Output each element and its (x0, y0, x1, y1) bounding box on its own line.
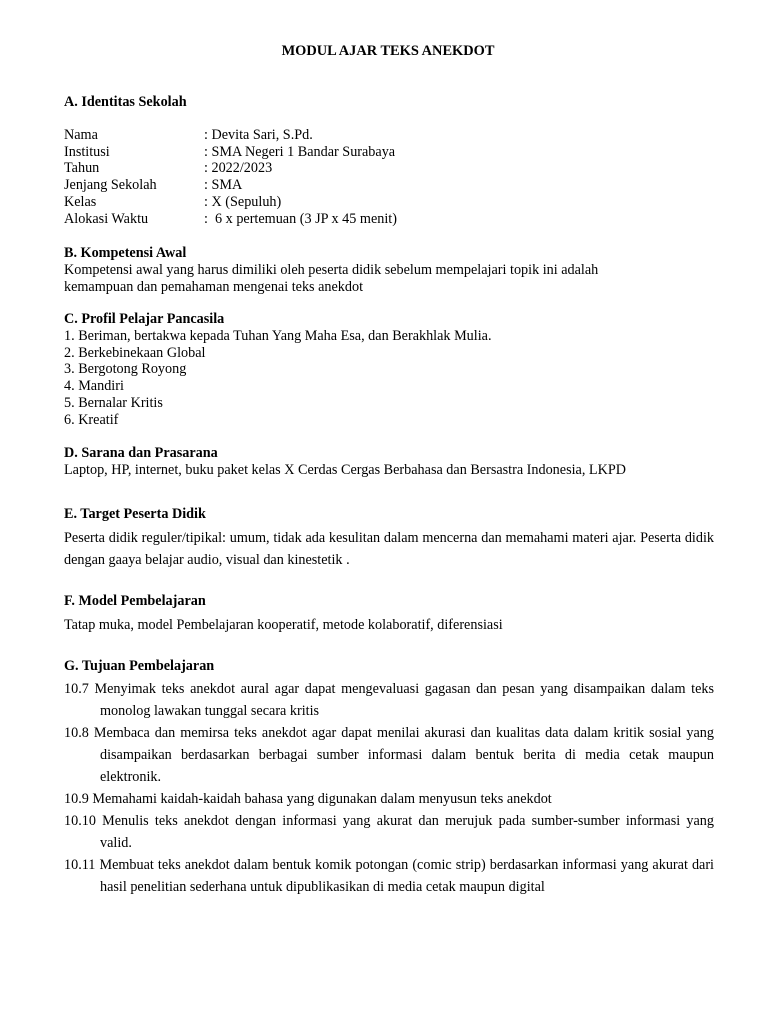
identity-label: Jenjang Sekolah (64, 177, 157, 194)
identity-row-tahun (64, 160, 714, 177)
identity-value: : 6 x pertemuan (3 JP x 45 menit) (204, 210, 397, 227)
identity-value: : SMA (204, 177, 243, 194)
section-heading: E. Target Peserta Didik (64, 506, 206, 522)
learning-goal-item: 10.8 Membaca dan memirsa teks anekdot agar dapat menilai akurasi dan kualitas data dalam kritik sosial yang disampaikan berdasarkan berbagai sumber informasi dalam bentuk berita di media cetak maupun elektronik. (64, 725, 714, 785)
identity-row-institusi (64, 144, 714, 161)
identity-value: : 2022/2023 (204, 160, 273, 177)
list-item: 4. Mandiri (64, 378, 124, 395)
identity-value: : Devita Sari, S.Pd. (204, 127, 313, 143)
section-heading: F. Model Pembelajaran (64, 593, 206, 609)
paragraph: Laptop, HP, internet, buku paket kelas X Cerdas Cergas Berbahasa dan Bersastra Indonesia, LKPD (64, 462, 626, 478)
identity-label: Nama (64, 127, 98, 143)
identity-value: : SMA Negeri 1 Bandar Surabaya (204, 143, 396, 160)
list-item: 2. Berkebinekaan Global (64, 344, 206, 361)
section-kompetensi-awal (64, 245, 714, 295)
paragraph: Tatap muka, model Pembelajaran kooperatif, metode kolaboratif, diferensiasi (64, 617, 503, 633)
section-identitas-sekolah (64, 94, 714, 227)
section-sarana-prasarana (64, 445, 714, 479)
identity-row-kelas (64, 194, 714, 211)
document-title: MODUL AJAR TEKS ANEKDOT (281, 43, 495, 59)
identity-label: Institusi (64, 143, 110, 160)
learning-goal-item: 10.9 Memahami kaidah-kaidah bahasa yang digunakan dalam menyusun teks anekdot (64, 791, 552, 807)
paragraph-line: Kompetensi awal yang harus dimiliki oleh peserta didik sebelum mempelajari topik ini adalah (64, 262, 599, 278)
list-item: 6. Kreatif (64, 411, 119, 428)
learning-goal-item: 10.10 Menulis teks anekdot dengan informasi yang akurat dan merujuk pada sumber-sumber informasi yang valid. (64, 813, 714, 851)
learning-goal-item: 10.7 Menyimak teks anekdot aural agar dapat mengevaluasi gagasan dan pesan yang disampaikan dalam teks monolog lawakan tunggal secara kritis (64, 681, 714, 719)
paragraph-line: kemampuan dan pemahaman mengenai teks anekdot (64, 278, 364, 295)
section-profil-pelajar (64, 311, 714, 428)
identity-label: Tahun (64, 160, 100, 177)
identity-row-nama (64, 127, 714, 144)
section-heading: B. Kompetensi Awal (64, 245, 187, 261)
section-heading: G. Tujuan Pembelajaran (64, 658, 215, 674)
section-heading: D. Sarana dan Prasarana (64, 445, 218, 461)
identity-value: : X (Sepuluh) (204, 193, 282, 210)
list-item: 3. Bergotong Royong (64, 361, 187, 378)
identity-row-jenjang (64, 177, 714, 194)
identity-label: Kelas (64, 193, 97, 210)
paragraph: Peserta didik reguler/tipikal: umum, tidak ada kesulitan dalam mencerna dan memahami materi ajar. Peserta didik dengan gaaya belajar audio, visual dan kinestetik . (64, 530, 714, 568)
list-item: 5. Bernalar Kritis (64, 394, 163, 411)
learning-goal-item: 10.11 Membuat teks anekdot dalam bentuk komik potongan (comic strip) berdasarkan informasi yang akurat dari hasil penelitian sederhana untuk dipublikasikan di media cetak maupun digital (64, 857, 714, 895)
section-heading: C. Profil Pelajar Pancasila (64, 311, 225, 327)
list-item: 1. Beriman, bertakwa kepada Tuhan Yang Maha Esa, dan Berakhlak Mulia. (64, 328, 492, 344)
section-target-peserta (64, 506, 714, 571)
identity-label: Alokasi Waktu (64, 210, 149, 227)
section-model-pembelajaran (64, 593, 714, 636)
identity-row-alokasi (64, 211, 714, 228)
section-heading: A. Identitas Sekolah (64, 94, 187, 110)
section-tujuan-pembelajaran (64, 658, 714, 898)
